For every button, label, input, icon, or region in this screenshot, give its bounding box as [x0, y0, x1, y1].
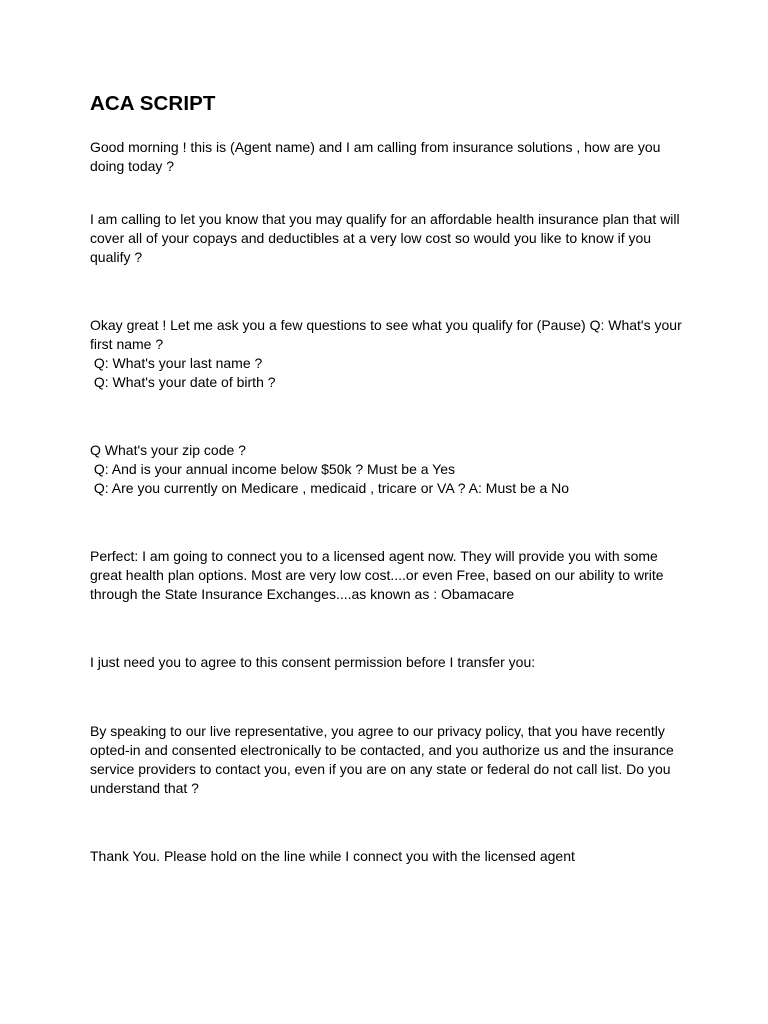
- text-line: great health plan options. Most are very low cost....or even Free, based on our ability to write: [90, 567, 664, 583]
- text-line: Q: And is your annual income below $50k ? Must be a Yes: [90, 461, 456, 477]
- text-line: qualify ?: [90, 249, 143, 265]
- text-line: first name ?: [90, 336, 164, 352]
- paragraph-consent-request: [90, 653, 690, 672]
- paragraph-consent: [90, 722, 690, 798]
- text-line: Thank You. Please hold on the line while I connect you with the licensed agent: [90, 848, 575, 864]
- text-line: Q What's your zip code ?: [90, 442, 246, 458]
- text-line: I just need you to agree to this consent permission before I transfer you:: [90, 654, 536, 670]
- paragraph-closing: [90, 847, 690, 866]
- text-line: Q: What's your date of birth ?: [90, 374, 276, 390]
- text-line: Okay great ! Let me ask you a few questions to see what you qualify for (Pause) Q: What's your: [90, 317, 682, 333]
- text-line: Perfect: I am going to connect you to a licensed agent now. They will provide you with some: [90, 548, 658, 564]
- text-line: doing today ?: [90, 158, 175, 174]
- paragraph-intro: [90, 210, 690, 267]
- text-line: through the State Insurance Exchanges....as known as : Obamacare: [90, 586, 515, 602]
- paragraph-questions-eligibility: [90, 441, 690, 498]
- document-title: ACA SCRIPT: [90, 92, 216, 115]
- paragraph-questions-personal: [90, 316, 690, 392]
- text-line: Q: What's your last name ?: [90, 355, 263, 371]
- text-line: Good morning ! this is (Agent name) and I am calling from insurance solutions , how are you: [90, 139, 661, 155]
- text-line: cover all of your copays and deductibles at a very low cost so would you like to know if you: [90, 230, 652, 246]
- paragraph-connect: [90, 547, 690, 604]
- text-line: Q: Are you currently on Medicare , medicaid , tricare or VA ? A: Must be a No: [90, 480, 570, 496]
- text-line: opted-in and consented electronically to be contacted, and you authorize us and the insurance: [90, 742, 674, 758]
- text-line: service providers to contact you, even if you are on any state or federal do not call list. Do you: [90, 761, 671, 777]
- text-line: By speaking to our live representative, you agree to our privacy policy, that you have recently: [90, 723, 665, 739]
- text-line: understand that ?: [90, 780, 199, 796]
- text-line: I am calling to let you know that you may qualify for an affordable health insurance plan that will: [90, 211, 680, 227]
- paragraph-greeting: [90, 138, 690, 176]
